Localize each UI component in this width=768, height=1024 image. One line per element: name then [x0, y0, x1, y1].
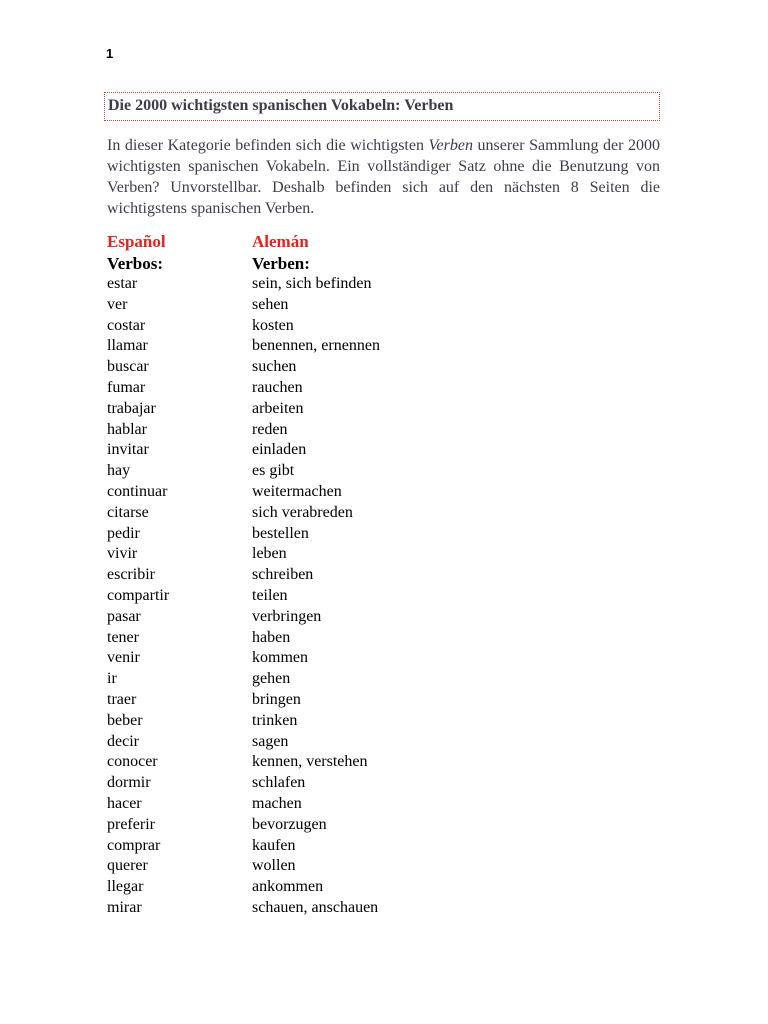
table-row — [107, 274, 667, 295]
german-word: bestellen — [252, 524, 309, 542]
spanish-word: mirar — [107, 898, 142, 916]
german-word: reden — [252, 420, 288, 438]
spanish-word: continuar — [107, 482, 168, 500]
table-row — [107, 399, 667, 420]
page-number: 1 — [106, 46, 114, 61]
page-title: Die 2000 wichtigsten spanischen Vokabeln: Verben — [104, 92, 660, 121]
spanish-word: buscar — [107, 358, 149, 376]
spanish-word: conocer — [107, 753, 158, 771]
spanish-word: escribir — [107, 566, 155, 584]
german-word: verbringen — [252, 607, 322, 625]
german-word: rauchen — [252, 378, 303, 396]
spanish-word: ir — [107, 670, 117, 688]
spanish-word: llegar — [107, 878, 144, 896]
german-word: kosten — [252, 316, 294, 334]
table-row — [107, 690, 667, 711]
german-word: trinken — [252, 711, 298, 729]
table-row — [107, 565, 667, 586]
german-word: suchen — [252, 358, 297, 376]
table-row — [107, 773, 667, 794]
table-row — [107, 711, 667, 732]
table-row — [107, 794, 667, 815]
intro-emphasis: Verben — [428, 137, 473, 154]
german-word: gehen — [252, 670, 291, 688]
german-word: teilen — [252, 586, 288, 604]
spanish-word: venir — [107, 649, 140, 667]
intro-text-end: unserer Sammlung der 2000 wichtigsten spanischen Vokabeln. Ein vollständiger Satz ohne die Benutzung von Verben? Unvorstellbar. Deshalb befinden sich auf den nächsten 8 Seiten die wichtigstens spanischen Verben. — [107, 137, 660, 217]
table-row — [107, 524, 667, 545]
table-row — [107, 544, 667, 565]
table-row — [107, 877, 667, 898]
spanish-word: invitar — [107, 441, 149, 459]
spanish-word: fumar — [107, 378, 146, 396]
intro-text-start: In dieser Kategorie befinden sich die wichtigsten — [107, 137, 429, 154]
german-word: sehen — [252, 295, 289, 313]
german-word: sein, sich befinden — [252, 275, 372, 292]
table-row — [107, 586, 667, 607]
table-row — [107, 856, 667, 877]
table-row — [107, 482, 667, 503]
german-word: ankommen — [252, 878, 324, 896]
german-word: leben — [252, 545, 287, 563]
column-header-spanish: Español — [107, 232, 166, 251]
table-row — [107, 648, 667, 669]
german-word: es gibt — [252, 462, 295, 480]
spanish-word: vivir — [107, 545, 138, 563]
subheading-spanish: Verbos: — [107, 254, 164, 273]
table-row — [107, 628, 667, 649]
subheading-german: Verben: — [252, 254, 310, 273]
table-row — [107, 836, 667, 857]
spanish-word: tener — [107, 628, 139, 646]
spanish-word: preferir — [107, 815, 155, 833]
spanish-word: estar — [107, 275, 138, 292]
table-row — [107, 420, 667, 441]
spanish-word: pasar — [107, 607, 141, 625]
spanish-word: llamar — [107, 337, 148, 355]
german-word: schauen, anschauen — [252, 898, 379, 916]
table-row — [107, 898, 667, 919]
spanish-word: pedir — [107, 524, 140, 542]
table-row — [107, 295, 667, 316]
german-word: haben — [252, 628, 291, 646]
table-row — [107, 815, 667, 836]
vocabulary-rows — [107, 274, 667, 919]
table-row — [107, 336, 667, 357]
german-word: weitermachen — [252, 482, 342, 500]
table-row — [107, 503, 667, 524]
german-word: schlafen — [252, 774, 306, 792]
spanish-word: compartir — [107, 586, 170, 604]
german-word: einladen — [252, 441, 307, 459]
table-row — [107, 669, 667, 690]
spanish-word: citarse — [107, 503, 149, 521]
intro-paragraph — [107, 135, 660, 219]
vocabulary-table — [107, 231, 667, 919]
table-row — [107, 357, 667, 378]
table-row — [107, 378, 667, 399]
spanish-word: decir — [107, 732, 139, 750]
table-row — [107, 316, 667, 337]
table-row — [107, 607, 667, 628]
spanish-word: beber — [107, 711, 143, 729]
spanish-word: trabajar — [107, 399, 156, 417]
spanish-word: dormir — [107, 774, 151, 792]
table-row — [107, 732, 667, 753]
german-word: sagen — [252, 732, 289, 750]
german-word: kaufen — [252, 836, 296, 854]
table-row — [107, 440, 667, 461]
spanish-word: comprar — [107, 836, 161, 854]
german-word: benennen, ernennen — [252, 337, 380, 355]
spanish-word: hay — [107, 462, 131, 480]
spanish-word: costar — [107, 316, 146, 334]
german-word: sich verabreden — [252, 503, 353, 521]
subheading-row — [107, 253, 667, 274]
table-row — [107, 461, 667, 482]
german-word: machen — [252, 794, 302, 812]
german-word: schreiben — [252, 566, 314, 584]
german-word: bringen — [252, 690, 301, 708]
spanish-word: querer — [107, 857, 148, 875]
spanish-word: ver — [107, 295, 128, 313]
german-word: kennen, verstehen — [252, 753, 368, 771]
german-word: bevorzugen — [252, 815, 327, 833]
column-header-row — [107, 231, 667, 253]
table-row — [107, 752, 667, 773]
german-word: kommen — [252, 649, 308, 667]
column-header-german: Alemán — [252, 232, 309, 251]
german-word: arbeiten — [252, 399, 304, 417]
german-word: wollen — [252, 857, 296, 875]
spanish-word: hacer — [107, 794, 142, 812]
spanish-word: hablar — [107, 420, 147, 438]
spanish-word: traer — [107, 690, 137, 708]
